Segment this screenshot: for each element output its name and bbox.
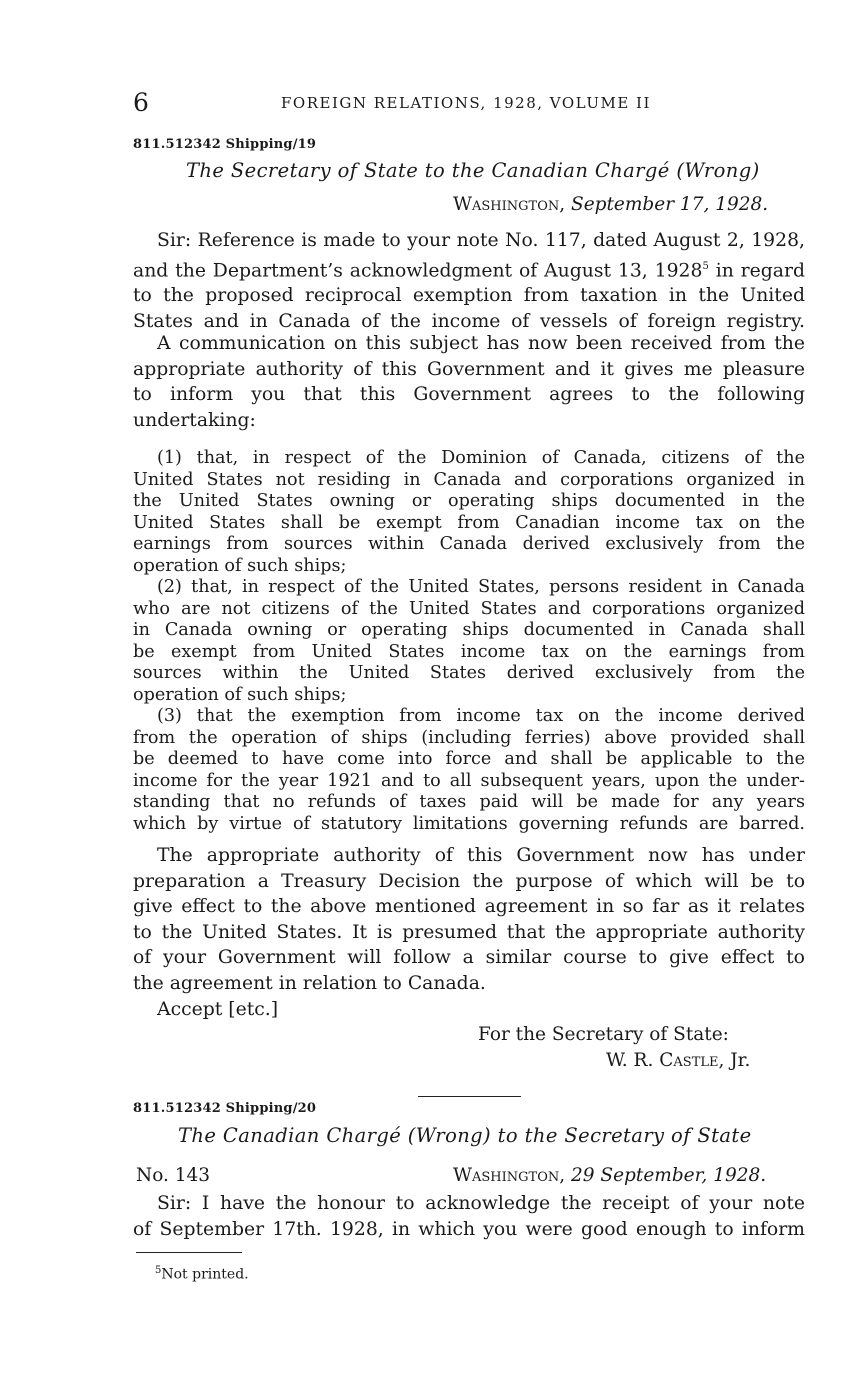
- text-line: earnings from sources within Canada derived exclusively from the: [133, 534, 805, 554]
- dateline-place: Washington,: [453, 194, 566, 215]
- file-reference: 811.512342 Shipping/20: [133, 1101, 317, 1116]
- document-title: The Secretary of State to the Canadian Chargé (Wrong): [186, 159, 760, 182]
- signature-name: W. R. Castle, Jr.: [606, 1050, 751, 1071]
- paragraph: [133, 843, 805, 997]
- text-line: operation of such ships;: [133, 684, 347, 705]
- text-line: to the proposed reciprocal exemption from taxation in the United: [133, 285, 805, 307]
- text-line: income for the year 1921 and to all subsequent years, upon the under-: [133, 770, 805, 791]
- text-line: standing that no refunds of taxes paid will be made for any years: [133, 792, 805, 812]
- text-line: the United States owning or operating ships documented in the: [133, 491, 805, 511]
- text-line: give effect to the above mentioned agreement in so far as it relates: [133, 896, 805, 918]
- text-line: Sir: I have the honour to acknowledge the receipt of your note: [157, 1193, 805, 1214]
- text-line: The appropriate authority of this Government now has under: [157, 845, 805, 866]
- text-line: the agreement in relation to Canada.: [133, 972, 486, 994]
- text-line: (3) that the exemption from income tax on the income derived: [157, 706, 805, 726]
- text-line: to inform you that this Government agrees to the following: [133, 384, 805, 406]
- paragraph: [133, 228, 805, 335]
- text-line: operation of such ships;: [133, 555, 347, 576]
- text-line: appropriate authority of this Government and it gives me pleasure: [133, 358, 805, 380]
- note-number: No. 143: [136, 1165, 211, 1186]
- text-line: and the Department’s acknowledgment of August 13, 1928$^5$ in regard: [133, 259, 805, 281]
- signature-line: For the Secretary of State:: [478, 1024, 729, 1045]
- closing: Accept [etc.]: [157, 999, 279, 1020]
- footnote-ref: 5: [702, 260, 709, 272]
- dateline-date: 29 September, 1928.: [571, 1165, 767, 1186]
- text-line: be deemed to have come into force and shall be applicable to the: [133, 749, 805, 769]
- dateline-place: Washington,: [453, 1165, 566, 1186]
- text-line: of your Government will follow a similar course to give effect to: [133, 947, 805, 969]
- running-head: FOREIGN RELATIONS, 1928, VOLUME II: [281, 94, 651, 112]
- text-line: undertaking:: [133, 409, 256, 431]
- text-line: A communication on this subject has now been received from the: [157, 333, 805, 354]
- text-line: sources within the United States derived exclusively from the: [133, 663, 805, 683]
- section-divider: [418, 1096, 521, 1097]
- text-line: Sir: Reference is made to your note No. 117, dated August 2, 1928,: [157, 230, 805, 251]
- text-line: United States shall be exempt from Canadian income tax on the: [133, 512, 805, 533]
- text-line: States and in Canada of the income of vessels of foreign registry.: [133, 311, 805, 333]
- paragraph: [133, 331, 805, 433]
- document-title: The Canadian Chargé (Wrong) to the Secretary of State: [178, 1124, 752, 1147]
- text-line: preparation a Treasury Decision the purpose of which will be to: [133, 870, 805, 892]
- footnote-rule: [136, 1252, 242, 1253]
- page-header: [133, 88, 805, 118]
- text-line: from the operation of ships (including ferries) above provided shall: [133, 727, 805, 748]
- text-line: of September 17th. 1928, in which you were good enough to inform: [133, 1218, 805, 1240]
- text-line: who are not citizens of the United States and corporations organized: [133, 598, 805, 619]
- dateline: [453, 194, 768, 215]
- page-number: 6: [133, 88, 149, 117]
- footnote: [155, 1265, 249, 1283]
- text-line: (2) that, in respect of the United States, persons resident in Canada: [157, 577, 805, 597]
- text-line: which by virtue of statutory limitations governing refunds are barred.: [133, 813, 805, 834]
- undertaking-clauses: [133, 448, 805, 835]
- text-line: to the United States. It is presumed that the appropriate authority: [133, 921, 805, 943]
- paragraph: [133, 1191, 805, 1242]
- dateline: [453, 1165, 766, 1186]
- file-reference: 811.512342 Shipping/19: [133, 137, 317, 152]
- footnote-text: Not printed.: [161, 1266, 249, 1283]
- text-line: be exempt from United States income tax on the earnings from: [133, 641, 805, 662]
- footnote-marker: 5: [155, 1265, 162, 1276]
- text-line: United States not residing in Canada and corporations organized in: [133, 469, 805, 490]
- text-line: (1) that, in respect of the Dominion of Canada, citizens of the: [157, 448, 805, 468]
- dateline-date: September 17, 1928.: [571, 194, 769, 215]
- text-line: in Canada owning or operating ships documented in Canada shall: [133, 620, 805, 640]
